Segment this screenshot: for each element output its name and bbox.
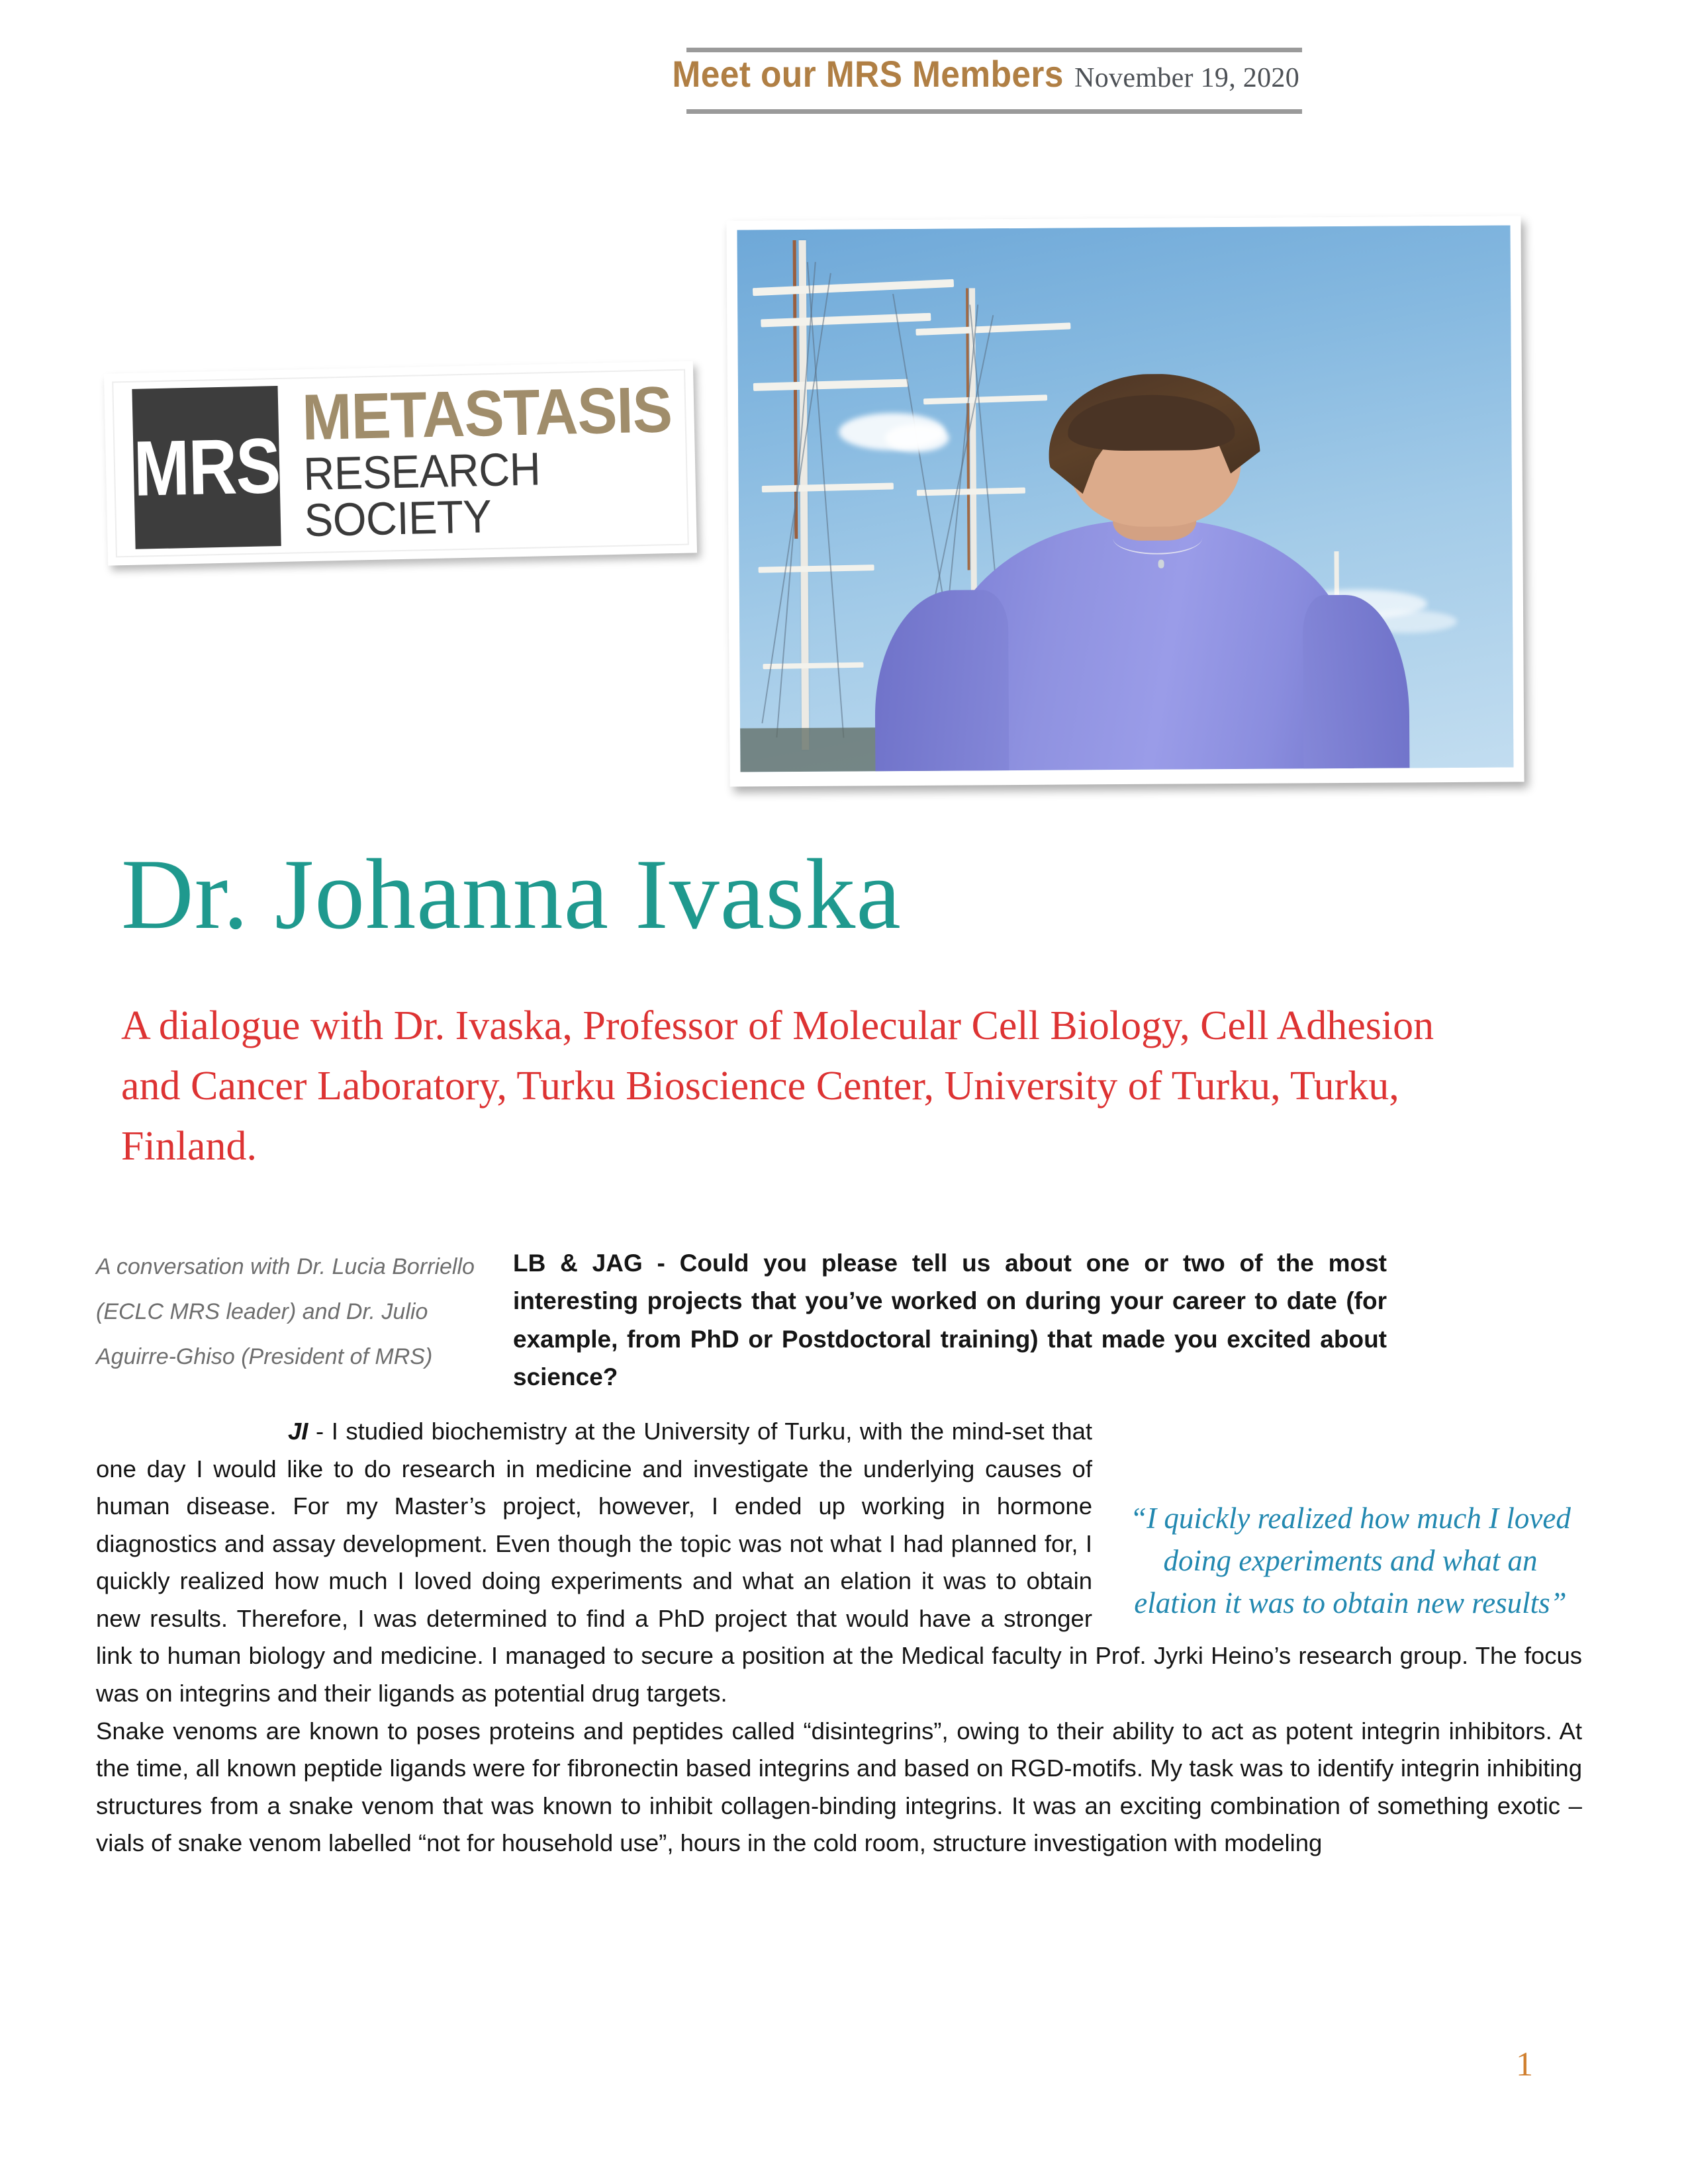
newsletter-title: Meet our MRS Members (672, 53, 1064, 95)
answer-text-1: I studied biochemistry at the University of Turku, with the mind-set that one day I would like to do research in medicine and investigate the underlying causes of human disease. For my Master’s project, however, I ended up working in hormone diagnostics and assay development. Even though the topic was not what I had planned for, I quickly realized how much I loved doing experiments and what an elation it was to obtain new results. Therefore, I was determined to find a PhD project that would have a stronger link to human biology and medicine. I managed to secure a position at the Medical faculty in Prof. Jyrki Heino’s research group. The focus was on integrins and their ligands as potential drug targets. (96, 1418, 1582, 1707)
header-rule-top (686, 48, 1302, 52)
interview-answer (96, 1413, 1582, 1862)
mrs-logo-line-research-society: RESEARCH SOCIETY (303, 443, 541, 547)
header-rule-bottom (686, 109, 1302, 114)
mrs-logo-inner (112, 369, 689, 558)
answer-text-2: Snake venoms are known to poses proteins and peptides called “disintegrins”, owing to their ability to act as potent integrin inhibitors. At the time, all known peptide ligands were for fibronectin based integrins and based on RGD-motifs. My task was to identify integrin inhibiting structures from a snake venom that was known to inhibit collagen-binding integrins. It was an exciting combination of something exotic – vials of snake venom labelled “not for household use”, hours in the cold room, structure investigation with modeling (96, 1717, 1582, 1857)
page-subtitle: A dialogue with Dr. Ivaska, Professor of Molecular Cell Biology, Cell Adhesion and Cancer Laboratory, Turku Bioscience Center, University of Turku, Turku, Finland. (121, 1003, 1434, 1169)
page-title: Dr. Johanna Ivaska (121, 839, 902, 950)
interview-question: LB & JAG - Could you please tell us about one or two of the most interesting projects that you’ve worked on during your career to date (for example, from PhD or Postdoctoral training) that made you excited about science? (513, 1250, 1387, 1391)
person-pendant (1158, 560, 1164, 569)
header-content (672, 52, 1302, 109)
page-number: 1 (1516, 2046, 1533, 2083)
person-figure (862, 421, 1421, 771)
mrs-logo-mark: MRS (132, 386, 281, 549)
person-arm-left (874, 590, 1009, 772)
portrait-photo-frame (726, 216, 1524, 786)
mrs-logo-wordmark (290, 372, 707, 547)
answer-paragraph-2 (96, 1713, 1582, 1862)
portrait-photo (737, 225, 1513, 772)
answer-dash: - (308, 1418, 332, 1445)
person-arm-right (1303, 594, 1409, 768)
pull-quote: “I quickly realized how much I loved doing experiments and what an elation it was to obtain new results” (1130, 1502, 1571, 1619)
page-header (672, 48, 1302, 114)
mrs-logo (104, 361, 697, 565)
byline: A conversation with Dr. Lucia Borriello (ECLC MRS leader) and Dr. Julio Aguirre-Ghiso (President of MRS) (96, 1254, 475, 1369)
answer-speaker-label: JI (288, 1418, 308, 1445)
issue-date: November 19, 2020 (1074, 63, 1299, 93)
mrs-logo-line-metastasis: METASTASIS (301, 372, 673, 454)
